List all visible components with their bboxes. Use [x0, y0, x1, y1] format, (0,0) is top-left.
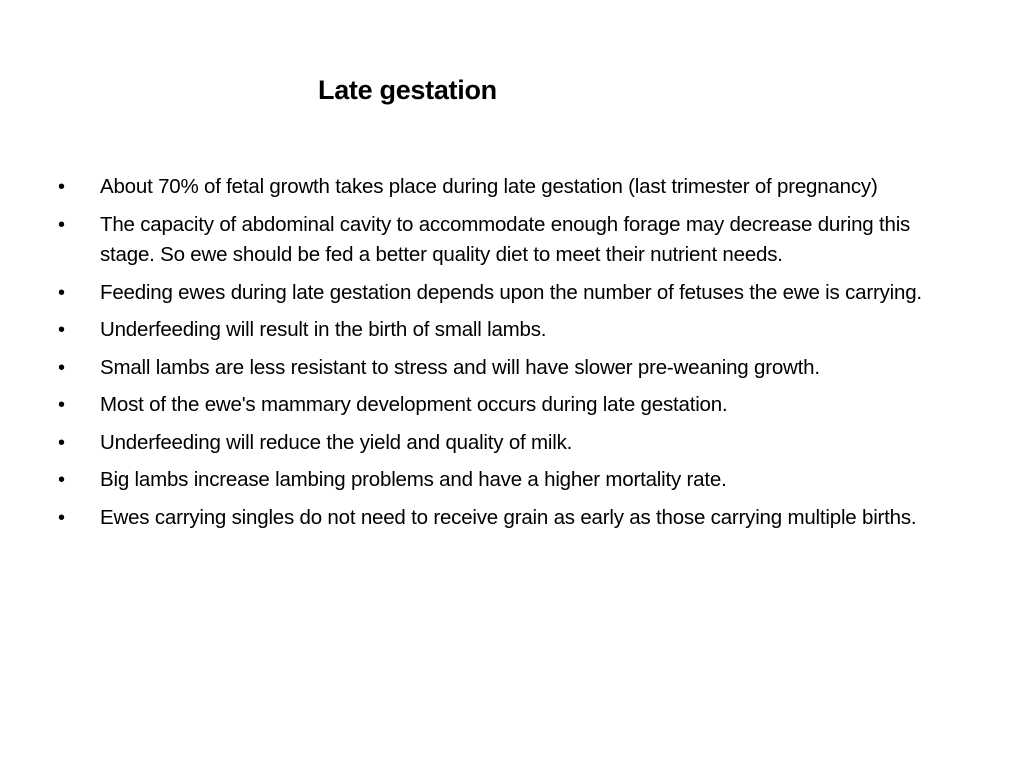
bullet-icon: • — [58, 319, 65, 341]
bullet-icon: • — [58, 281, 65, 304]
bullet-icon: • — [58, 394, 65, 416]
bullet-item-8 — [58, 465, 963, 496]
bullet-text: About 70% of fetal growth takes place during late gestation (last trimester of pregnancy) — [100, 175, 878, 198]
bullet-item-7 — [58, 428, 963, 459]
bullet-text: Big lambs increase lambing problems and have a higher mortality rate. — [100, 468, 727, 491]
bullet-list — [58, 172, 963, 540]
bullet-item-2 — [58, 210, 963, 271]
bullet-text: Underfeeding will reduce the yield and quality of milk. — [100, 430, 573, 454]
slide-title: Late gestation — [318, 75, 497, 105]
bullet-icon: • — [58, 213, 65, 236]
bullet-text: Most of the ewe's mammary development occurs during late gestation. — [100, 393, 728, 416]
bullet-icon: • — [58, 356, 65, 379]
bullet-text: Ewes carrying singles do not need to receive grain as early as those carrying multiple births. — [100, 505, 917, 529]
bullet-item-6 — [58, 390, 963, 421]
bullet-icon: • — [58, 431, 65, 454]
bullet-icon: • — [58, 469, 65, 491]
bullet-icon: • — [58, 506, 65, 529]
bullet-text: Underfeeding will result in the birth of small lambs. — [100, 318, 547, 341]
bullet-item-9 — [58, 503, 963, 534]
bullet-text: The capacity of abdominal cavity to accommodate enough forage may decrease during this stage. So ewe should be fed a better quality diet to meet their nutrient needs. — [100, 212, 911, 266]
bullet-item-5 — [58, 353, 963, 384]
bullet-text: Feeding ewes during late gestation depends upon the number of fetuses the ewe is carrying. — [100, 280, 922, 304]
bullet-icon: • — [58, 176, 65, 198]
bullet-item-1 — [58, 172, 963, 203]
bullet-item-3 — [58, 278, 963, 309]
bullet-item-4 — [58, 315, 963, 346]
bullet-text: Small lambs are less resistant to stress and will have slower pre-weaning growth. — [100, 355, 820, 379]
